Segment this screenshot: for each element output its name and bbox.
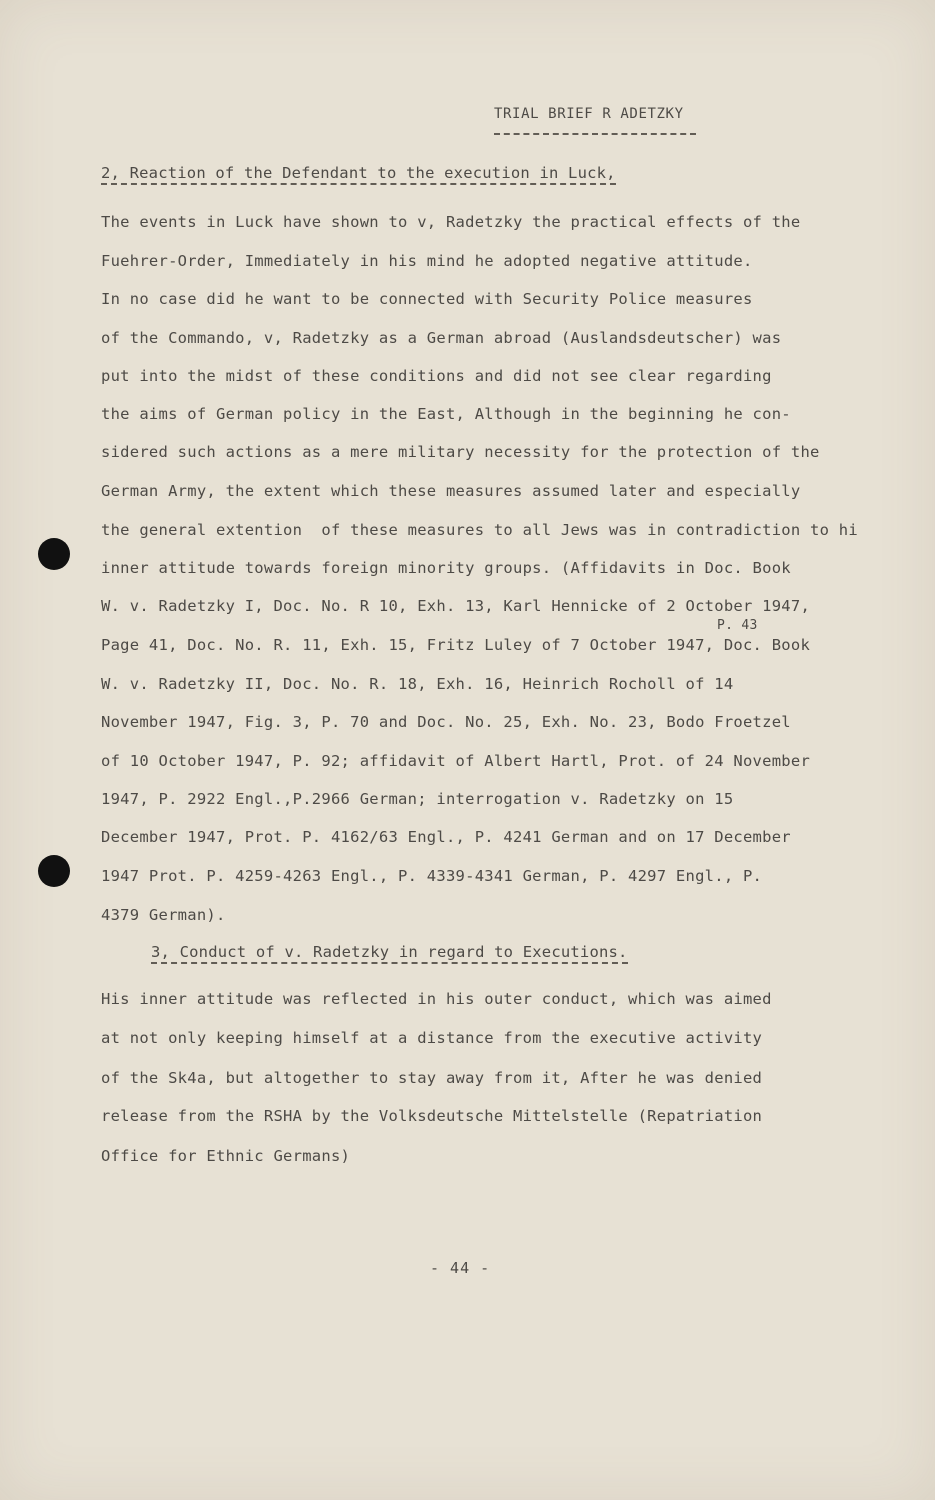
section-3-line: release from the RSHA by the Volksdeutsche Mittelstelle (Repatriation xyxy=(101,1107,763,1125)
section-2-line: W. v. Radetzky I, Doc. No. R 10, Exh. 13, Karl Hennicke of 2 October 1947, xyxy=(101,597,811,615)
punch-hole xyxy=(38,855,70,887)
section-2-line: put into the midst of these conditions and did not see clear regarding xyxy=(101,367,772,385)
section-2-line: German Army, the extent which these measures assumed later and especially xyxy=(101,482,801,500)
section-2-line: of the Commando, v, Radetzky as a German abroad (Auslandsdeutscher) was xyxy=(101,329,782,347)
section-2-line: the aims of German policy in the East, Although in the beginning he con- xyxy=(101,405,791,423)
section-2-line: Fuehrer-Order, Immediately in his mind he adopted negative attitude. xyxy=(101,252,753,270)
section-3-line: at not only keeping himself at a distance from the executive activity xyxy=(101,1029,763,1047)
section-2-heading: 2, Reaction of the Defendant to the execution in Luck, xyxy=(101,164,616,185)
section-2-line: sidered such actions as a mere military necessity for the protection of the xyxy=(101,443,820,461)
punch-hole xyxy=(38,538,70,570)
section-2-line: W. v. Radetzky II, Doc. No. R. 18, Exh. 16, Heinrich Rocholl of 14 xyxy=(101,675,734,693)
section-3-heading: 3, Conduct of v. Radetzky in regard to Executions. xyxy=(151,943,628,964)
section-3-line: of the Sk4a, but altogether to stay away from it, After he was denied xyxy=(101,1069,763,1087)
page-header-title: TRIAL BRIEF R ADETZKY xyxy=(494,106,684,122)
section-3-line: Office for Ethnic Germans) xyxy=(101,1147,351,1165)
page-reference-superscript: P. 43 xyxy=(717,618,758,633)
section-2-line: November 1947, Fig. 3, P. 70 and Doc. No. 25, Exh. No. 23, Bodo Froetzel xyxy=(101,713,791,731)
section-2-line: 1947, P. 2922 Engl.,P.2966 German; interrogation v. Radetzky on 15 xyxy=(101,790,734,808)
section-2-line: 4379 German). xyxy=(101,906,226,924)
section-2-line: Page 41, Doc. No. R. 11, Exh. 15, Fritz Luley of 7 October 1947, Doc. Book xyxy=(101,636,811,654)
section-2-line: December 1947, Prot. P. 4162/63 Engl., P. 4241 German and on 17 December xyxy=(101,828,791,846)
section-3-line: His inner attitude was reflected in his outer conduct, which was aimed xyxy=(101,990,772,1008)
section-2-line: of 10 October 1947, P. 92; affidavit of Albert Hartl, Prot. of 24 November xyxy=(101,752,811,770)
page-number: - 44 - xyxy=(430,1259,491,1277)
header-underline xyxy=(494,133,696,135)
section-2-line: inner attitude towards foreign minority groups. (Affidavits in Doc. Book xyxy=(101,559,791,577)
section-2-line: 1947 Prot. P. 4259-4263 Engl., P. 4339-4341 German, P. 4297 Engl., P. xyxy=(101,867,763,885)
section-2-line: The events in Luck have shown to v, Radetzky the practical effects of the xyxy=(101,213,801,231)
section-2-line: In no case did he want to be connected with Security Police measures xyxy=(101,290,753,308)
section-2-line: the general extention of these measures to all Jews was in contradiction to hi xyxy=(101,521,858,539)
